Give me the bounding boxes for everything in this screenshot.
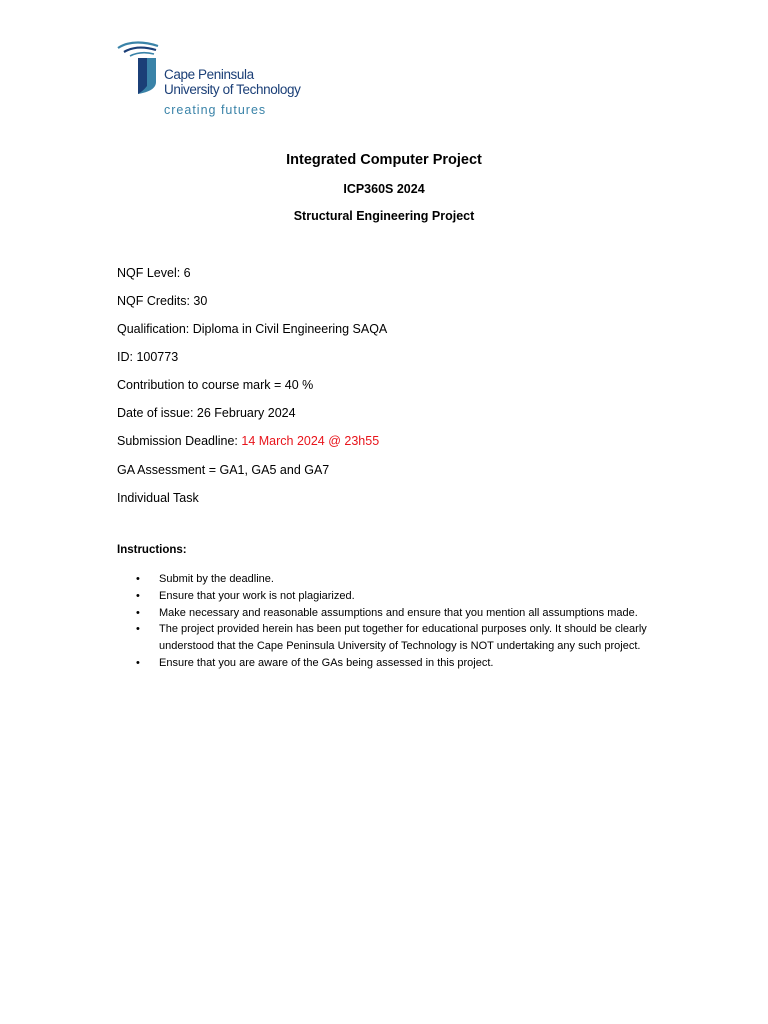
detail-submission-deadline	[117, 434, 379, 448]
instructions-list	[117, 571, 657, 672]
document-title: Integrated Computer Project	[286, 152, 482, 168]
university-logo	[116, 40, 316, 124]
bullet-icon: •	[136, 606, 140, 619]
project-subtitle: Structural Engineering Project	[293, 209, 475, 223]
bullet-icon: •	[136, 589, 140, 602]
detail-ga-assessment: GA Assessment = GA1, GA5 and GA7	[117, 463, 330, 477]
logo-tagline: creating futures	[164, 103, 267, 117]
logo-name-line2: University of Technology	[164, 82, 301, 97]
list-item	[117, 571, 657, 588]
bullet-icon: •	[136, 573, 140, 585]
detail-task-type: Individual Task	[117, 491, 199, 505]
detail-contribution: Contribution to course mark = 40 %	[117, 378, 314, 392]
instruction-text: Ensure that you are aware of the GAs being assessed in this project.	[159, 656, 494, 669]
list-item	[117, 588, 657, 605]
instruction-text: Ensure that your work is not plagiarized.	[159, 589, 355, 602]
logo-name-line1: Cape Peninsula	[164, 67, 254, 82]
deadline-value: 14 March 2024 @ 23h55	[241, 434, 380, 448]
detail-saqa-id: ID: 100773	[117, 350, 179, 364]
detail-nqf-level: NQF Level: 6	[117, 266, 191, 280]
instructions-heading: Instructions:	[117, 544, 187, 556]
bullet-icon: •	[136, 656, 140, 669]
bullet-icon: •	[136, 623, 140, 636]
list-item	[117, 655, 657, 672]
instruction-text: The project provided herein has been put together for educational purposes only. It should be clearly understood that the Cape Peninsula University of Technology is NOT undertaking any such project.	[159, 623, 647, 653]
instruction-text: Make necessary and reasonable assumptions and ensure that you mention all assumptions made.	[159, 606, 638, 619]
deadline-label: Submission Deadline:	[117, 434, 242, 448]
list-item	[117, 605, 657, 622]
detail-qualification: Qualification: Diploma in Civil Engineering SAQA	[117, 322, 388, 336]
detail-date-of-issue: Date of issue: 26 February 2024	[117, 406, 296, 420]
course-code: ICP360S 2024	[343, 182, 425, 196]
detail-nqf-credits: NQF Credits: 30	[117, 294, 208, 308]
cput-emblem-icon	[116, 40, 164, 110]
instruction-text: Submit by the deadline.	[159, 573, 274, 585]
list-item	[117, 621, 657, 655]
